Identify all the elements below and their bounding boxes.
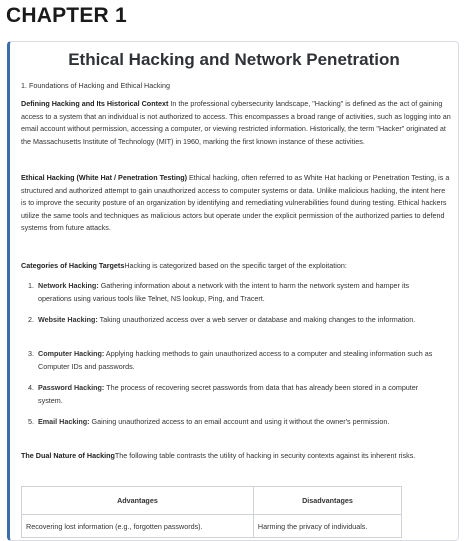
list-text: Taking unauthorized access over a web server or database and making changes to the information.	[97, 315, 416, 324]
list-number: 4.	[28, 383, 34, 392]
paragraph-text: Ethical hacking, often referred to as White Hat hacking or Penetration Testing, is a structured and authorized attempt to gain unauthorized access to computer systems or data. Unlike malicious hacking, the intent here is to improve the security posture of an organization by identifying and remediating vulnerabilities found during testing. Ethical hackers utilize the same tools and techniques as malicious actors but operate under the explicit permission of the authorized parties to defend systems from future attacks.	[21, 173, 450, 233]
list-lead: Network Hacking:	[38, 281, 99, 290]
table-header-row	[22, 487, 402, 515]
list-item	[28, 382, 438, 407]
list-lead: Website Hacking:	[38, 315, 98, 324]
list-lead: Computer Hacking:	[38, 349, 105, 358]
table-header-advantages: Advantages	[22, 487, 254, 515]
table-row	[22, 515, 402, 538]
list-text: Applying hacking methods to gain unauthorized access to a computer and stealing information such as Computer IDs and passwords.	[38, 349, 433, 371]
content-card	[7, 41, 459, 541]
table-cell: Recovering lost information (e.g., forgotten passwords).	[22, 515, 254, 538]
chapter-heading: CHAPTER 1	[6, 4, 127, 27]
paragraph-lead: Defining Hacking and Its Historical Context	[21, 99, 169, 108]
list-text: Gaining unauthorized access to an email account and using it without the owner's permission.	[89, 417, 390, 426]
list-number: 1.	[28, 281, 34, 290]
paragraph-ethical-hacking	[21, 172, 451, 235]
page-title: Ethical Hacking and Network Penetration	[68, 50, 400, 69]
list-number: 2.	[28, 315, 34, 324]
list-text: Gathering information about a network with the intent to harm the network system and hamper its operations using various tools like Telnet, NS lookup, Ping, and Tracert.	[38, 281, 410, 303]
paragraph-text: The following table contrasts the utility of hacking in security contexts against its inherent risks.	[114, 451, 416, 460]
paragraph-lead: The Dual Nature of Hacking	[21, 451, 115, 460]
list-lead: Email Hacking:	[38, 417, 90, 426]
paragraph-text: In the professional cybersecurity landscape, "Hacking" is defined as the act of gaining access to a system that an individual is not authorized to access. This encompasses a broad range of activities, such as logging into an email account without permission, accessing a computer, or viewing restricted information. Historically, the term "Hacker" originated at the Massachusetts Institute of Technology (MIT) in 1960, marking the first known instance of these activities.	[21, 99, 451, 146]
list-number: 5.	[28, 417, 34, 426]
paragraph-dual-nature	[21, 450, 451, 463]
list-text: The process of recovering secret passwords from data that has already been stored in a computer system.	[38, 383, 419, 405]
list-item	[28, 280, 438, 305]
table-cell: Harming the privacy of individuals.	[253, 515, 401, 538]
table-header-disadvantages: Disadvantages	[253, 487, 401, 515]
list-number: 3.	[28, 349, 34, 358]
list-lead: Password Hacking:	[38, 383, 105, 392]
paragraph-definition	[21, 98, 451, 148]
list-item	[28, 348, 438, 373]
section-heading: 1. Foundations of Hacking and Ethical Hacking	[21, 81, 171, 90]
paragraph-text: Hacking is categorized based on the specific target of the exploitation:	[124, 261, 347, 270]
list-item	[28, 416, 438, 429]
paragraph-categories	[21, 260, 451, 273]
list-item	[28, 314, 438, 327]
comparison-table	[21, 486, 402, 538]
paragraph-lead: Ethical Hacking (White Hat / Penetration Testing)	[21, 173, 187, 182]
paragraph-lead: Categories of Hacking Targets	[21, 261, 125, 270]
